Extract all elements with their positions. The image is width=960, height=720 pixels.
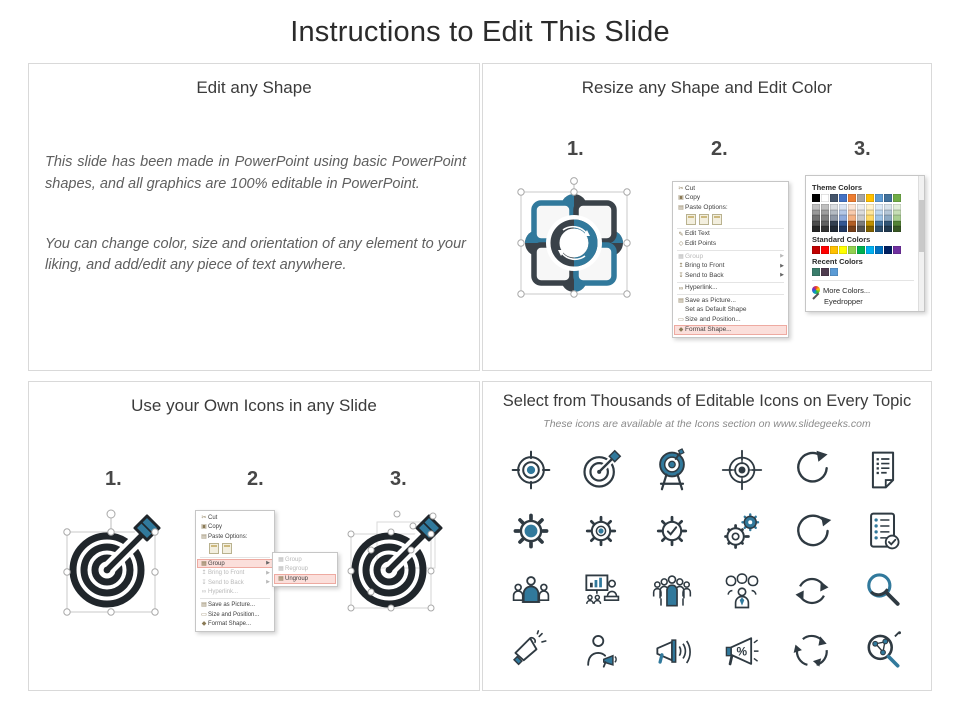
ungroup-icon: ▦: [278, 575, 284, 582]
menu-item-hyperlink: [197, 588, 273, 598]
megaphone-waves-icon[interactable]: [650, 630, 694, 674]
format-shape-icon: ◆: [201, 621, 207, 628]
standard-colors-label: Standard Colors: [812, 234, 871, 244]
submenu-arrow-icon: ▶: [266, 560, 270, 567]
menu-item-cut[interactable]: [674, 184, 787, 194]
sync-arrows-icon[interactable]: [790, 569, 834, 613]
more-colors-label: More Colors...: [823, 285, 871, 295]
menu-separator: [200, 557, 270, 558]
theme-color-swatch[interactable]: [857, 194, 865, 202]
menu-separator: [200, 598, 270, 599]
menu-item-format-shape[interactable]: [197, 619, 273, 629]
menu-item-save-as-picture[interactable]: [197, 600, 273, 610]
step-number-2: 2.: [247, 468, 264, 490]
menu-item-size-and-position[interactable]: [197, 610, 273, 620]
icon-grid: [496, 440, 918, 682]
gear-dot-icon[interactable]: [579, 509, 623, 553]
svg-text:%: %: [736, 644, 748, 659]
recent-color-swatch[interactable]: [812, 268, 820, 276]
save-picture-icon: ▤: [201, 601, 207, 608]
step-number-1: 1.: [105, 468, 122, 490]
theme-tint-swatch[interactable]: [884, 226, 892, 232]
panel-title: Select from Thousands of Editable Icons on Every Topic: [502, 392, 912, 410]
instruction-paragraph-2: You can change color, size and orientation of any element to your liking, and add/edit any piece of text anywhere.: [45, 235, 466, 274]
menu-item-label: Set as Default Shape: [685, 306, 747, 314]
menu-item-edit-points[interactable]: [674, 239, 787, 249]
more-colors-item[interactable]: [812, 285, 914, 296]
panel-use-own-icons: [28, 381, 480, 691]
step-number-1: 1.: [567, 138, 584, 160]
person-megaphone-icon[interactable]: [579, 630, 623, 674]
shape-center-ring: [546, 215, 602, 271]
standard-color-swatch[interactable]: [893, 246, 901, 254]
paste-options-row: [674, 213, 787, 227]
menu-item-send-to-back[interactable]: [674, 271, 787, 281]
speaker-audience-icon[interactable]: [509, 569, 553, 613]
theme-colors-label: Theme Colors: [812, 183, 863, 192]
selected-target-icon[interactable]: [55, 504, 171, 620]
edit-points-icon: ◇: [678, 241, 684, 248]
checklist-approved-icon[interactable]: [861, 509, 905, 553]
bring-to-front-icon: ↥: [678, 263, 684, 270]
menu-item-copy[interactable]: [197, 523, 273, 533]
panel-edit-any-shape: [28, 63, 480, 371]
menu-item-format-shape[interactable]: [674, 325, 787, 335]
rotation-handle[interactable]: [571, 178, 578, 185]
theme-tint-swatch[interactable]: [875, 226, 883, 232]
menu-item-regroup: [274, 565, 336, 575]
paste-icon: ▤: [201, 533, 207, 540]
menu-item-bring-to-front[interactable]: [674, 262, 787, 272]
bring-to-front-icon: ↥: [201, 570, 207, 577]
menu-item-label: Format Shape...: [685, 325, 732, 333]
eyedropper-item[interactable]: [812, 296, 914, 307]
menu-item-label: Cut: [208, 514, 218, 521]
team-group-icon[interactable]: [650, 569, 694, 613]
panel-resize-shape-edit-color: [482, 63, 932, 371]
menu-item-label: Group: [285, 556, 302, 563]
menu-item-label: Edit Points: [685, 239, 717, 247]
theme-tints-grid: [812, 204, 914, 232]
magnifier-network-icon[interactable]: [861, 630, 905, 674]
menu-item-label: Send to Back: [208, 579, 244, 586]
panel-title: Use your Own Icons in any Slide: [131, 396, 377, 415]
cycle-arrows-icon[interactable]: [790, 630, 834, 674]
copy-icon: ▣: [678, 195, 684, 202]
theme-tint-swatch[interactable]: [812, 226, 820, 232]
step-number-2: 2.: [711, 138, 728, 160]
megaphone-announce-icon[interactable]: [509, 630, 553, 674]
theme-tint-swatch[interactable]: [839, 226, 847, 232]
presentation-chart-icon[interactable]: [579, 569, 623, 613]
menu-item-label: Copy: [685, 194, 701, 202]
menu-item-label: Hyperlink...: [208, 589, 239, 596]
theme-color-swatch[interactable]: [875, 194, 883, 202]
paste-icon: ▤: [678, 204, 684, 211]
dartboard-dart-icon[interactable]: [579, 448, 623, 492]
theme-colors-row: [812, 194, 914, 202]
save-picture-icon: ▤: [678, 298, 684, 305]
menu-item-label: Save as Picture...: [685, 296, 736, 304]
ungrouped-target-icon[interactable]: [337, 504, 453, 620]
paste-option-icon[interactable]: [209, 543, 219, 554]
standard-color-swatch[interactable]: [830, 246, 838, 254]
menu-item-label: Ungroup: [285, 575, 309, 582]
regroup-icon: ▦: [278, 566, 284, 573]
menu-separator: [677, 282, 784, 283]
standard-color-swatch[interactable]: [857, 246, 865, 254]
color-picker-panel: [805, 175, 925, 312]
menu-item-label: Copy: [208, 524, 223, 531]
library-subtitle: These icons are available at the Icons section on www.slidegeeks.com: [543, 418, 871, 430]
menu-item-label: Group: [685, 252, 704, 260]
standard-color-swatch[interactable]: [821, 246, 829, 254]
copy-icon: ▣: [201, 524, 207, 531]
menu-item-save-as-picture[interactable]: [674, 296, 787, 306]
group-icon: ▦: [201, 560, 207, 567]
target-focus-icon[interactable]: [509, 448, 553, 492]
page-title: Instructions to Edit This Slide: [290, 16, 670, 48]
group-context-menu: [195, 510, 275, 632]
send-to-back-icon: ↧: [678, 272, 684, 279]
rotation-handle[interactable]: [107, 510, 115, 518]
theme-color-swatch[interactable]: [848, 194, 856, 202]
paste-option-icon[interactable]: [222, 543, 232, 554]
theme-color-swatch[interactable]: [839, 194, 847, 202]
hyperlink-icon: ∞: [678, 285, 684, 292]
menu-item-label: Hyperlink...: [685, 284, 718, 292]
standard-color-swatch[interactable]: [812, 246, 820, 254]
submenu-arrow-icon: ▶: [780, 272, 784, 279]
theme-color-swatch[interactable]: [893, 194, 901, 202]
hyperlink-icon: ∞: [201, 589, 207, 596]
selected-shape-graphic[interactable]: [507, 176, 641, 310]
format-shape-icon: ◆: [678, 326, 684, 333]
recent-colors-row: [812, 268, 914, 276]
menu-item-paste-options[interactable]: [197, 532, 273, 542]
megaphone-percent-icon[interactable]: [720, 630, 764, 674]
theme-color-swatch[interactable]: [821, 194, 829, 202]
document-report-icon[interactable]: [861, 448, 905, 492]
menu-item-send-to-back: [197, 578, 273, 588]
edit-text-icon: ✎: [678, 231, 684, 238]
menu-item-hyperlink[interactable]: [674, 284, 787, 294]
menu-item-label: Size and Position...: [685, 316, 741, 324]
menu-separator: [677, 228, 784, 229]
theme-tint-swatch[interactable]: [821, 226, 829, 232]
group-icon: ▦: [678, 253, 684, 260]
gear-solid-icon[interactable]: [509, 509, 553, 553]
theme-tint-swatch[interactable]: [857, 226, 865, 232]
menu-item-label: Paste Options:: [208, 533, 248, 540]
send-to-back-icon: ↧: [201, 579, 207, 586]
standard-color-swatch[interactable]: [848, 246, 856, 254]
menu-item-group[interactable]: [197, 559, 273, 569]
instruction-paragraph-1: This slide has been made in PowerPoint using basic PowerPoint shapes, and all graphics are 100% editable in PowerPoint.: [45, 154, 466, 192]
standard-color-swatch[interactable]: [866, 246, 874, 254]
submenu-arrow-icon: ▶: [780, 253, 784, 260]
menu-separator: [677, 294, 784, 295]
menu-item-label: Edit Text: [685, 230, 710, 238]
group-icon: ▦: [278, 556, 284, 563]
step-number-3: 3.: [390, 468, 407, 490]
recent-colors-label: Recent Colors: [812, 256, 863, 266]
menu-item-copy[interactable]: [674, 194, 787, 204]
panel-title: Edit any Shape: [196, 78, 312, 97]
menu-item-label: Format Shape...: [208, 621, 252, 628]
menu-item-bring-to-front: [197, 568, 273, 578]
menu-item-label: Regroup: [285, 566, 309, 573]
paste-option-icon[interactable]: [686, 214, 696, 225]
color-panel-scrollbar[interactable]: [918, 176, 924, 311]
menu-item-label: Send to Back: [685, 271, 724, 279]
menu-item-label: Bring to Front: [685, 262, 725, 270]
theme-color-swatch[interactable]: [830, 194, 838, 202]
magnifier-icon[interactable]: [861, 569, 905, 613]
recent-color-swatch[interactable]: [821, 268, 829, 276]
instruction-text-block: [45, 152, 466, 277]
gear-pair-icon[interactable]: [720, 509, 764, 553]
eyedropper-label: Eyedropper: [824, 296, 863, 306]
dartboard-stand-icon[interactable]: [650, 448, 694, 492]
menu-item-label: Save as Picture...: [208, 601, 256, 608]
group-submenu: [272, 552, 338, 587]
menu-item-label: Group: [208, 560, 225, 567]
theme-tint-swatch[interactable]: [866, 226, 874, 232]
team-profiles-icon[interactable]: [720, 569, 764, 613]
eyedropper-icon: [812, 297, 821, 306]
step-number-3: 3.: [854, 138, 871, 160]
panel-icon-library: [482, 381, 932, 691]
menu-item-group: [674, 252, 787, 262]
shape-context-menu: [672, 181, 789, 338]
theme-tint-swatch[interactable]: [830, 226, 838, 232]
submenu-arrow-icon: ▶: [780, 262, 784, 269]
theme-tint-swatch[interactable]: [848, 226, 856, 232]
menu-item-cut[interactable]: [197, 513, 273, 523]
recent-color-swatch[interactable]: [830, 268, 838, 276]
panel-title: Resize any Shape and Edit Color: [581, 78, 833, 97]
menu-separator: [677, 250, 784, 251]
menu-item-ungroup[interactable]: [274, 574, 336, 584]
standard-color-swatch[interactable]: [884, 246, 892, 254]
menu-item-group: [274, 555, 336, 565]
menu-item-label: Cut: [685, 184, 696, 192]
scissors-icon: ✂: [201, 514, 207, 521]
menu-item-size-and-position[interactable]: [674, 316, 787, 326]
menu-item-label: Size and Position...: [208, 611, 260, 618]
scissors-icon: ✂: [678, 185, 684, 192]
submenu-arrow-icon: ▶: [266, 579, 270, 586]
rotate-arrow-icon[interactable]: [790, 448, 834, 492]
theme-color-swatch[interactable]: [812, 194, 820, 202]
standard-colors-row: [812, 246, 914, 254]
theme-color-swatch[interactable]: [884, 194, 892, 202]
paste-option-icon[interactable]: [712, 214, 722, 225]
paste-option-icon[interactable]: [699, 214, 709, 225]
size-position-icon: ▭: [201, 611, 207, 618]
refresh-arrow-icon[interactable]: [790, 509, 834, 553]
paste-options-row: [197, 542, 273, 556]
menu-item-paste-options[interactable]: [674, 203, 787, 213]
theme-tint-swatch[interactable]: [893, 226, 901, 232]
standard-color-swatch[interactable]: [875, 246, 883, 254]
menu-item-label: Bring to Front: [208, 570, 245, 577]
size-position-icon: ▭: [678, 317, 684, 324]
standard-color-swatch[interactable]: [839, 246, 847, 254]
theme-color-swatch[interactable]: [866, 194, 874, 202]
crosshair-target-icon[interactable]: [720, 448, 764, 492]
menu-item-label: Paste Options:: [685, 203, 728, 211]
menu-item-edit-text[interactable]: [674, 230, 787, 240]
menu-item-set-as-default-shape[interactable]: [674, 306, 787, 316]
gear-check-icon[interactable]: [650, 509, 694, 553]
submenu-arrow-icon: ▶: [266, 569, 270, 576]
